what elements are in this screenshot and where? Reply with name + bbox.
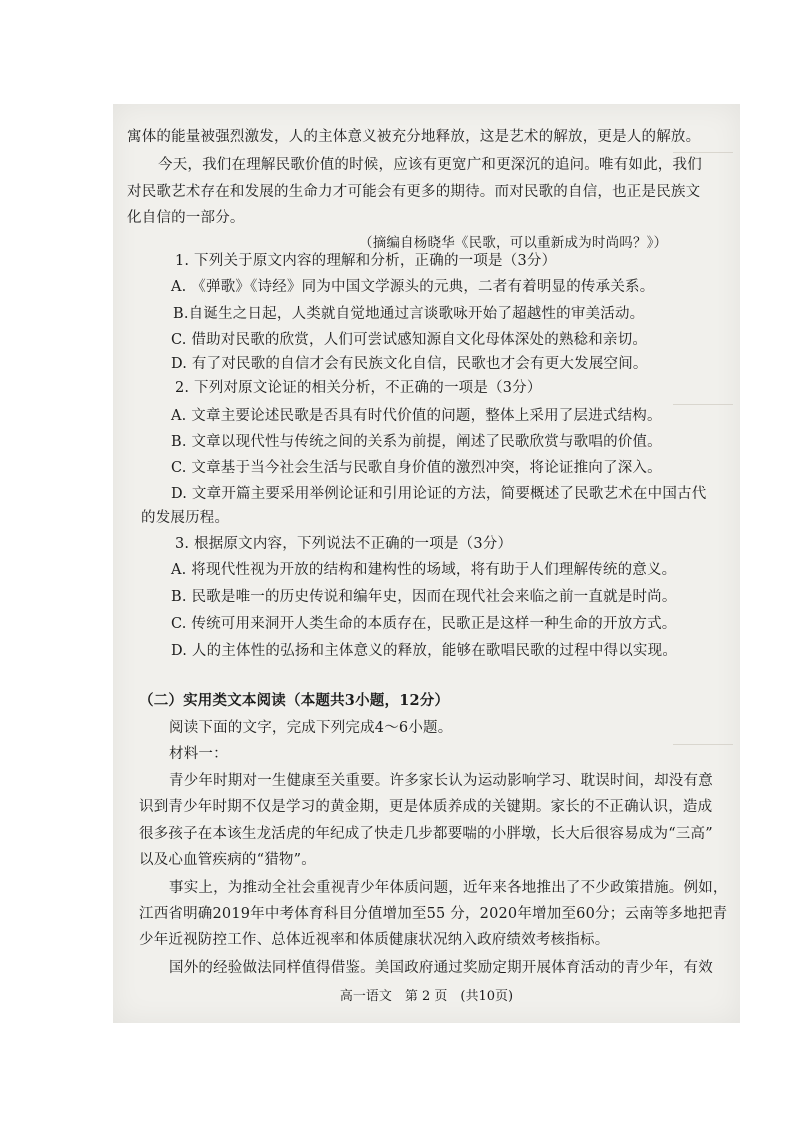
option-1d: D. 有了对民歌的自信才会有民族文化自信，民歌也才会有更大发展空间。 [171,356,648,372]
bleed-through-mark [673,744,733,759]
text-line: 化自信的一部分。 [127,210,245,226]
option-3d: D. 人的主体性的弘扬和主体意义的释放，能够在歌唱民歌的过程中得以实现。 [171,643,678,659]
bleed-through-mark [673,404,733,419]
page-footer: 高一语文 第 2 页 (共10页) [339,989,514,1004]
option-3c: C. 传统可用来洞开人类生命的本质存在，民歌正是这样一种生命的开放方式。 [171,616,677,632]
option-1c: C. 借助对民歌的欣赏，人们可尝试感知源自文化母体深处的熟稔和亲切。 [171,332,648,348]
option-3a: A. 将现代性视为开放的结构和建构性的场域，将有助于人们理解传统的意义。 [171,562,677,578]
paragraph-line: 以及心血管疾病的“猎物”。 [139,852,316,868]
paragraph-line: 很多孩子在本该生龙活虎的年纪成了快走几步都要喘的小胖墩，长大后很容易成为“三高” [139,826,713,842]
option-1b: B.自诞生之日起，人类就自觉地通过言谈歌咏开始了超越性的审美活动。 [173,306,645,322]
paragraph-line: 青少年时期对一生健康至关重要。许多家长认为运动影响学习、耽误时间，却没有意 [169,773,713,789]
exam-page [113,104,740,1023]
paragraph-line: 国外的经验做法同样值得借鉴。美国政府通过奖励定期开展体育活动的青少年，有效 [169,960,713,976]
source-citation: （摘编自杨晓华《民歌，可以重新成为时尚吗？》） [359,235,668,251]
question-1: 1. 下列关于原文内容的理解和分析，正确的一项是（3分） [175,253,557,269]
material-label: 材料一： [169,746,228,762]
paragraph-line: 事实上，为推动全社会重视青少年体质问题，近年来各地推出了不少政策措施。例如， [169,880,728,896]
paragraph-line: 识到青少年时期不仅是学习的黄金期，更是体质养成的关键期。家长的不正确认识，造成 [139,799,713,815]
question-3: 3. 根据原文内容，下列说法不正确的一项是（3分） [175,536,513,552]
paragraph-line: 江西省明确2019年中考体育科目分值增加至55 分，2020年增加至60分；云南等多地把青 [139,906,728,922]
option-3b: B. 民歌是唯一的历史传说和编年史，因而在现代社会来临之前一直就是时尚。 [171,589,677,605]
option-2d-cont: 的发展历程。 [141,510,230,526]
question-2: 2. 下列对原文论证的相关分析，不正确的一项是（3分） [175,380,542,396]
text-line: 今天，我们在理解民歌价值的时候，应该有更宽广和更深沉的追问。唯有如此，我们 [158,157,702,173]
paragraph-line: 少年近视防控工作、总体近视率和体质健康状况纳入政府绩效考核指标。 [139,932,610,948]
option-2c: C. 文章基于当今社会生活与民歌自身价值的激烈冲突，将论证推向了深入。 [171,460,662,476]
option-2d: D. 文章开篇主要采用举例论证和引用论证的方法，简要概述了民歌艺术在中国古代 [171,486,707,502]
option-1a: A. 《弹歌》《诗经》同为中国文学源头的元典，二者有着明显的传承关系。 [171,279,655,295]
option-2a: A. 文章主要论述民歌是否具有时代价值的问题，整体上采用了层进式结构。 [171,408,662,424]
instruction: 阅读下面的文字，完成下列完成4～6小题。 [169,720,453,736]
section-heading: （二）实用类文本阅读（本题共3小题，12分） [139,692,450,709]
option-2b: B. 文章以现代性与传统之间的关系为前提，阐述了民歌欣赏与歌唱的价值。 [171,434,662,450]
text-line: 寓体的能量被强烈激发，人的主体意义被充分地释放，这是艺术的解放，更是人的解放。 [127,129,701,145]
text-line: 对民歌艺术存在和发展的生命力才可能会有更多的期待。而对民歌的自信，也正是民族文 [127,184,701,200]
